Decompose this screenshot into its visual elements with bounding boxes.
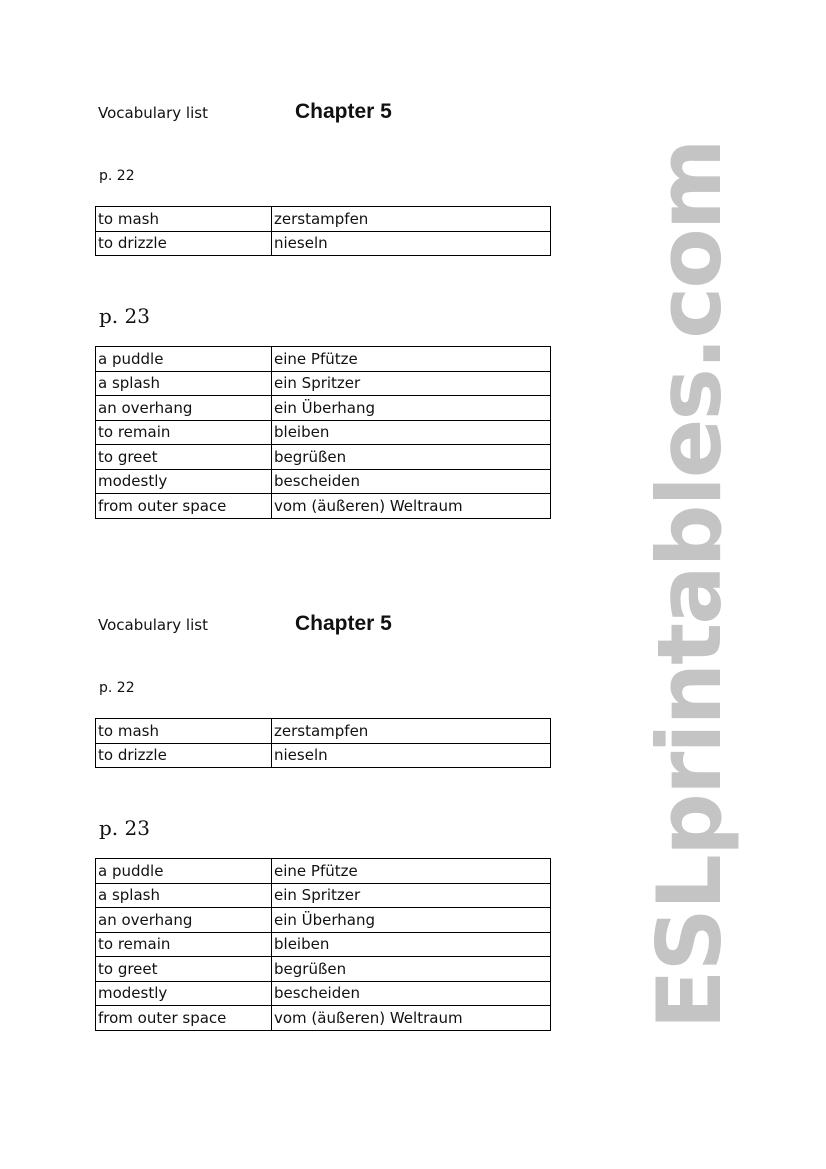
german-term: begrüßen [272,957,551,982]
table-row [96,743,551,768]
table-row [96,957,551,982]
german-term: zerstampfen [272,719,551,744]
page-label-a: p. 22 [99,680,135,696]
table-row [96,932,551,957]
page-label-a: p. 22 [99,168,135,184]
watermark: ESLprintables.com [638,140,741,1030]
german-term: ein Spritzer [272,883,551,908]
english-term: to remain [96,932,272,957]
vocab-table-a [95,206,551,256]
german-term: bescheiden [272,469,551,494]
english-term: modestly [96,469,272,494]
german-term: vom (äußeren) Weltraum [272,1006,551,1031]
page-label-b: p. 23 [99,304,150,328]
english-term: to drizzle [96,231,272,256]
vocabulary-section [0,0,826,520]
german-term: bleiben [272,420,551,445]
english-term: from outer space [96,1006,272,1031]
english-term: to greet [96,957,272,982]
german-term: ein Überhang [272,908,551,933]
table-row [96,371,551,396]
chapter-title: Chapter 5 [295,100,392,123]
vocab-table-b [95,346,551,519]
table-row [96,981,551,1006]
english-term: a splash [96,883,272,908]
german-term: ein Überhang [272,396,551,421]
table-row [96,207,551,232]
page-label-b: p. 23 [99,816,150,840]
english-term: to drizzle [96,743,272,768]
german-term: nieseln [272,231,551,256]
english-term: from outer space [96,494,272,519]
table-row [96,420,551,445]
table-row [96,445,551,470]
table-row [96,859,551,884]
table-row [96,347,551,372]
german-term: zerstampfen [272,207,551,232]
german-term: bescheiden [272,981,551,1006]
table-row [96,908,551,933]
german-term: vom (äußeren) Weltraum [272,494,551,519]
german-term: ein Spritzer [272,371,551,396]
german-term: nieseln [272,743,551,768]
english-term: a splash [96,371,272,396]
english-term: a puddle [96,859,272,884]
chapter-title: Chapter 5 [295,612,392,635]
table-row [96,719,551,744]
vocabulary-label: Vocabulary list [98,616,208,634]
table-row [96,231,551,256]
vocab-table-b [95,858,551,1031]
german-term: begrüßen [272,445,551,470]
english-term: a puddle [96,347,272,372]
table-row [96,396,551,421]
table-row [96,883,551,908]
vocabulary-label: Vocabulary list [98,104,208,122]
german-term: bleiben [272,932,551,957]
table-row [96,1006,551,1031]
english-term: modestly [96,981,272,1006]
english-term: to mash [96,207,272,232]
german-term: eine Pfütze [272,859,551,884]
english-term: an overhang [96,908,272,933]
english-term: to mash [96,719,272,744]
vocab-table-a [95,718,551,768]
vocabulary-section [0,512,826,1032]
english-term: to remain [96,420,272,445]
english-term: to greet [96,445,272,470]
german-term: eine Pfütze [272,347,551,372]
table-row [96,469,551,494]
english-term: an overhang [96,396,272,421]
